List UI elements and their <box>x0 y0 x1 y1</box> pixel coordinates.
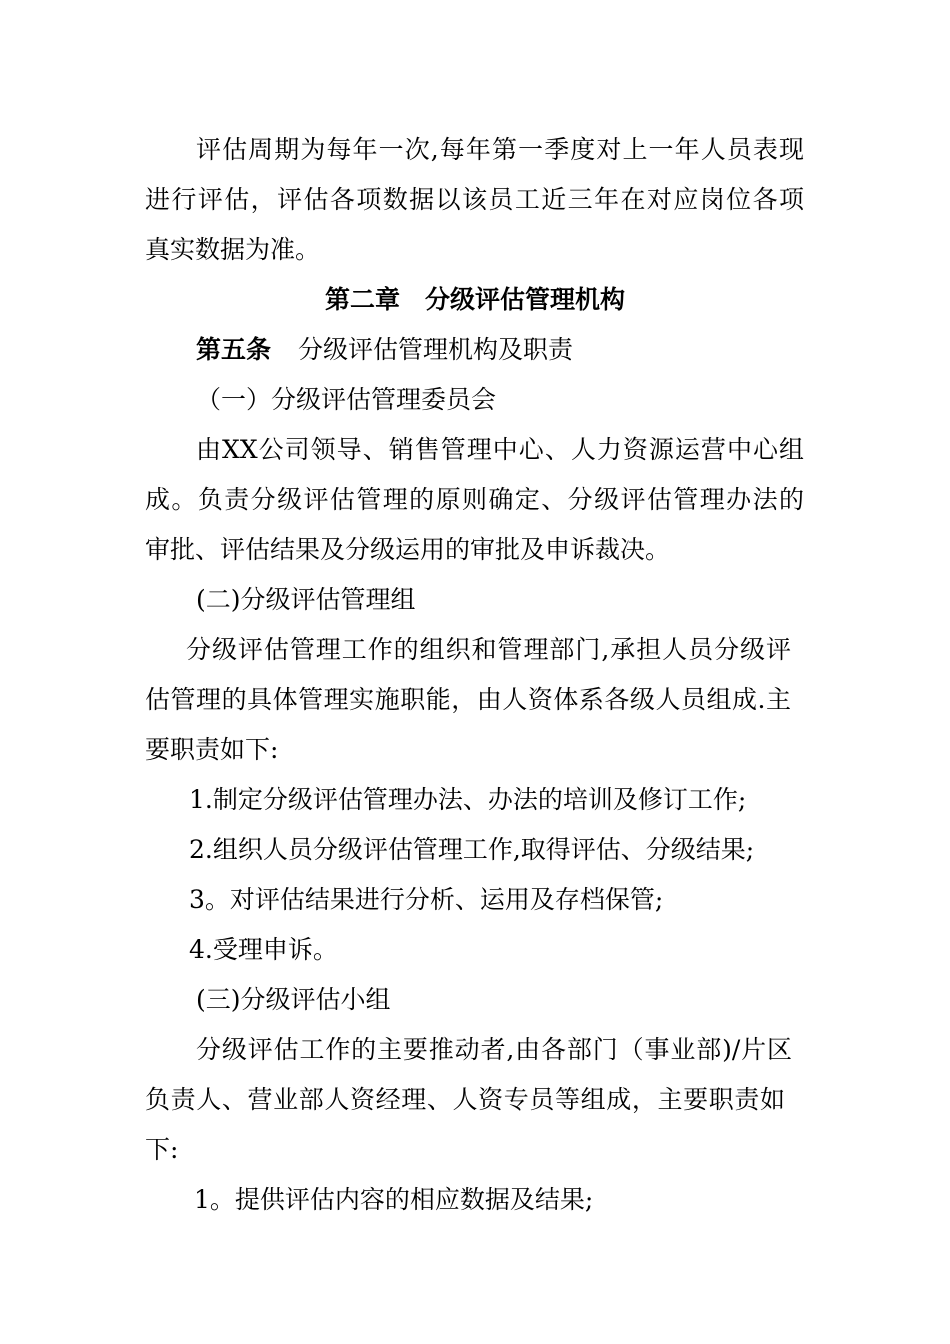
paragraph-line: 负责人、营业部人资经理、人资专员等组成，主要职责如 <box>145 1085 785 1114</box>
article-label: 第五条 <box>196 335 272 364</box>
paragraph-line: 进行评估，评估各项数据以该员工近三年在对应岗位各项 <box>145 185 804 214</box>
paragraph-line: 评估周期为每年一次,每年第一季度对上一年人员表现 <box>196 135 804 164</box>
list-item: 1。提供评估内容的相应数据及结果; <box>194 1185 594 1214</box>
list-item: 2.组织人员分级评估管理工作,取得评估、分级结果; <box>189 835 755 864</box>
chapter-title: 第二章 分级评估管理机构 <box>324 285 625 314</box>
section-heading: (三)分级评估小组 <box>196 985 391 1014</box>
paragraph-line: 分级评估工作的主要推动者,由各部门（事业部)/片区 <box>196 1035 792 1064</box>
paragraph-line: 估管理的具体管理实施职能，由人资体系各级人员组成.主 <box>145 685 791 714</box>
paragraph-line: 由XX公司领导、销售管理中心、人力资源运营中心组 <box>196 435 804 464</box>
list-item: 3。对评估结果进行分析、运用及存档保管; <box>189 885 664 914</box>
section-heading: （一）分级评估管理委员会 <box>196 385 497 414</box>
paragraph-line: 成。负责分级评估管理的原则确定、分级评估管理办法的 <box>145 485 804 514</box>
list-item: 1.制定分级评估管理办法、办法的培训及修订工作; <box>189 785 747 814</box>
article-heading <box>196 333 573 367</box>
paragraph-line: 下: <box>145 1135 179 1164</box>
paragraph-line: 审批、评估结果及分级运用的审批及申诉裁决。 <box>145 535 671 564</box>
paragraph-line: 真实数据为准。 <box>145 235 321 264</box>
article-title: 分级评估管理机构及职责 <box>298 335 574 364</box>
paragraph-line: 分级评估管理工作的组织和管理部门,承担人员分级评 <box>186 635 791 664</box>
paragraph-line: 要职责如下: <box>145 735 279 764</box>
section-heading: (二)分级评估管理组 <box>196 585 416 614</box>
list-item: 4.受理申诉。 <box>189 935 338 964</box>
